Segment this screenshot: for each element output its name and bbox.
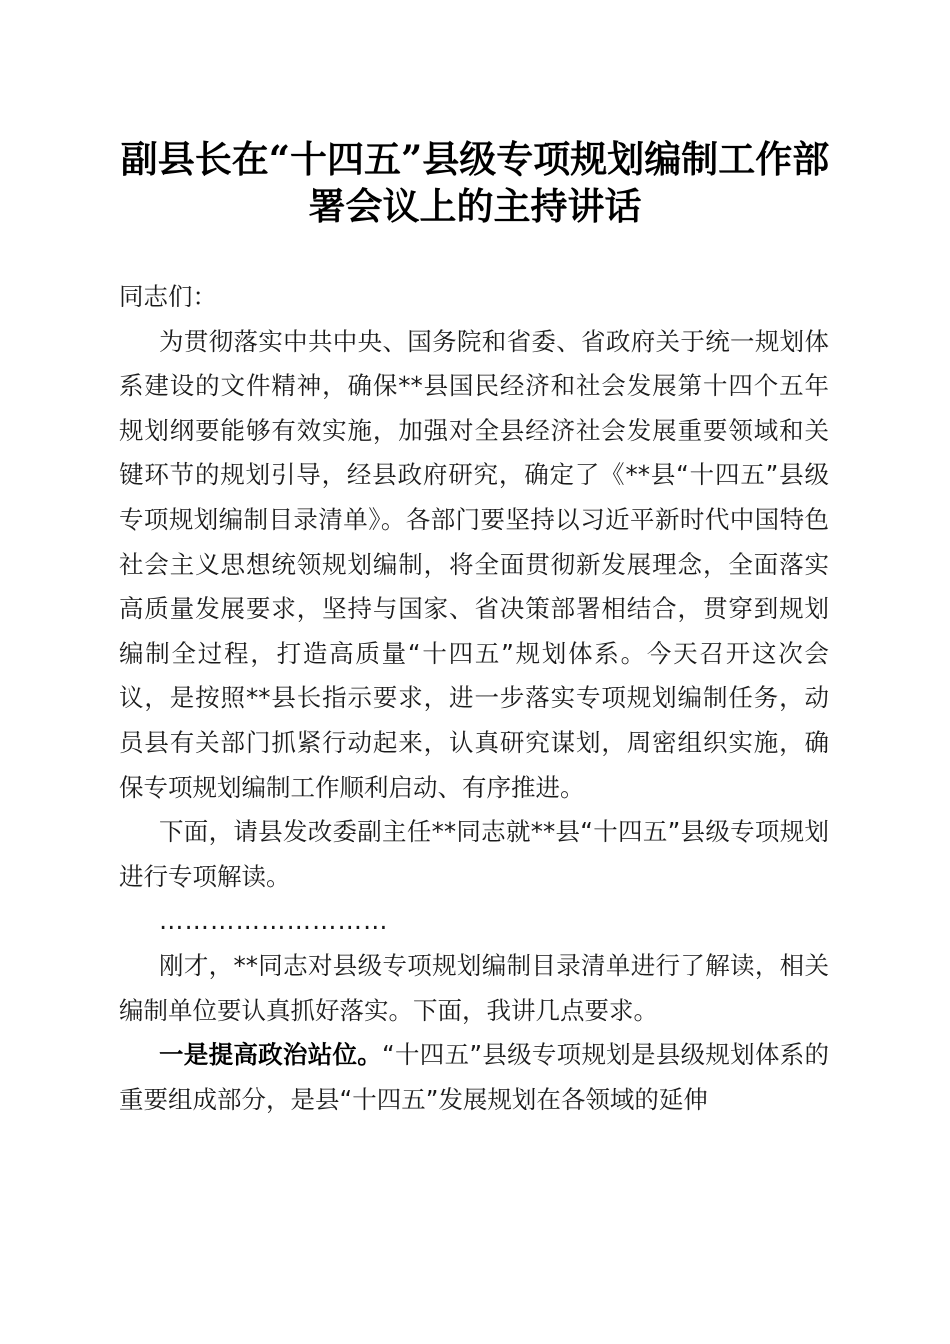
paragraph-introduction: 下面，请县发改委副主任**同志就**县“十四五”县级专项规划进行专项解读。: [119, 817, 829, 891]
document-body: [119, 275, 829, 1122]
document-title-line-1: 副县长在“十四五”县级专项规划编制工作部: [120, 137, 830, 181]
requirement-one-heading: 一是提高政治站位。: [159, 1040, 383, 1070]
paragraph-ellipsis: ………………………: [159, 906, 389, 936]
paragraph-opening: 为贯彻落实中共中央、国务院和省委、省政府关于统一规划体系建设的文件精神，确保**县国民经济和社会发展第十四个五年规划纲要能够有效实施，加强对全县经济社会发展重要领域和关键环节的规划引导，经县政府研究，确定了《**县“十四五”县级专项规划编制目录清单》。各部门要坚持以习近平新时代中国特色社会主义思想统领规划编制，将全面贯彻新发展理念，全面落实高质量发展要求，坚持与国家、省决策部署相结合，贯穿到规划编制全过程，打造高质量“十四五”规划体系。今天召开这次会议，是按照**县长指示要求，进一步落实专项规划编制任务，动员县有关部门抓紧行动起来，认真研究谋划，周密组织实施，确保专项规划编制工作顺利启动、有序推进。: [119, 326, 829, 802]
salutation: 同志们：: [119, 282, 217, 311]
document-title-line-2: 署会议上的主持讲话: [308, 184, 642, 228]
paragraph-transition: 刚才，**同志对县级专项规划编制目录清单进行了解读，相关编制单位要认真抓好落实。下面，我讲几点要求。: [119, 950, 829, 1025]
requirement-one-text: “十四五”县级专项规划是县级规划体系的重要组成部分，是县“十四五”发展规划在各领域的延伸: [119, 1040, 830, 1114]
paragraph-requirement-one: [119, 1033, 829, 1122]
